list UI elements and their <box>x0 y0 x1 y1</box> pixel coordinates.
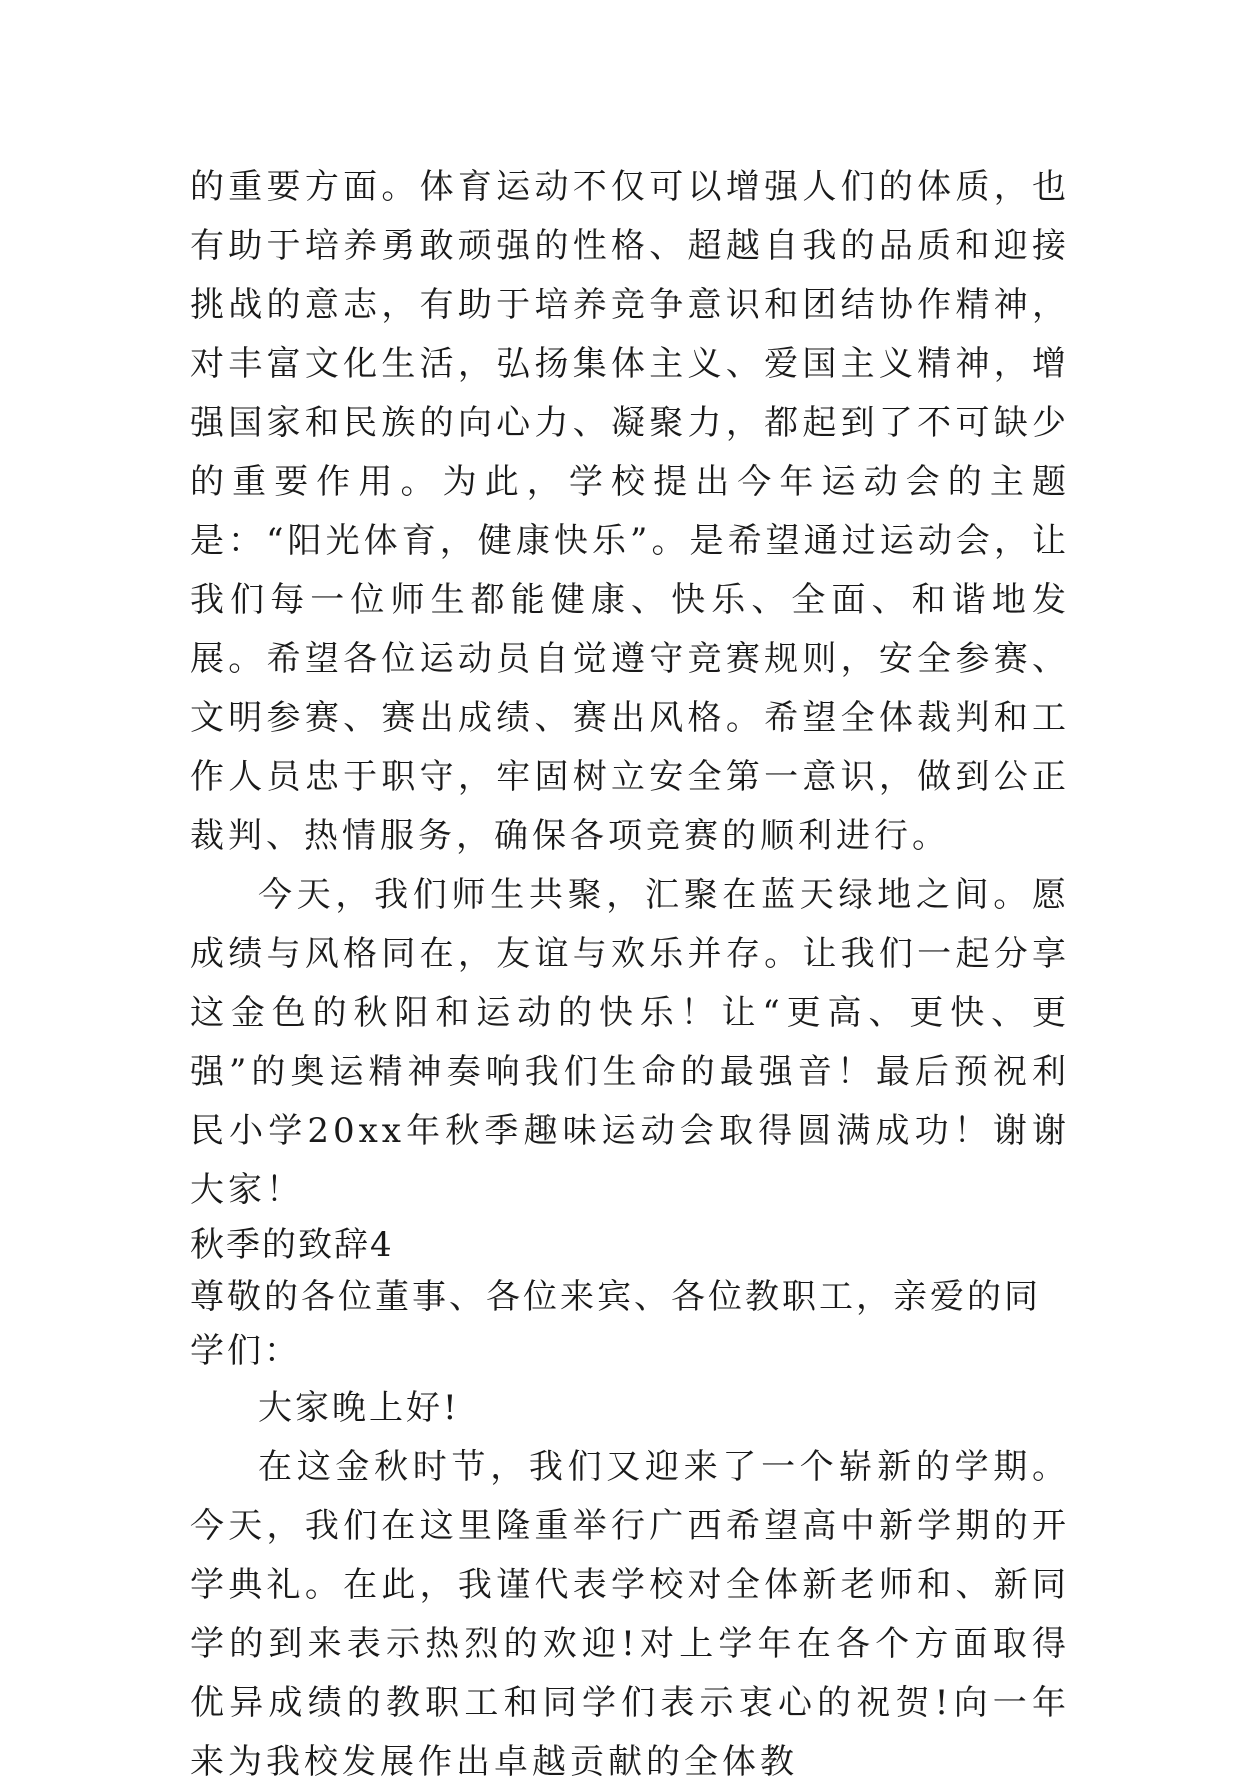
document-body <box>190 158 1070 1792</box>
paragraph-sports-meaning: 的重要方面。体育运动不仅可以增强人们的体质，也有助于培养勇敢顽强的性格、超越自我的品质和迎接挑战的意志，有助于培养竞争意识和团结协作精神，对丰富文化生活，弘扬集体主义、爱国主义精神，增强国家和民族的向心力、凝聚力，都起到了不可缺少的重要作用。为此，学校提出今年运动会的主题是：“阳光体育，健康快乐”。是希望通过运动会，让我们每一位师生都能健康、快乐、全面、和谐地发展。希望各位运动员自觉遵守竞赛规则，安全参赛、文明参赛、赛出成绩、赛出风格。希望全体裁判和工作人员忠于职守，牢固树立安全第一意识，做到公正裁判、热情服务，确保各项竞赛的顺利进行。 <box>190 167 1070 856</box>
section-title: 秋季的致辞4 <box>190 1225 394 1265</box>
salutation: 尊敬的各位董事、各位来宾、各位教职工，亲爱的同学们： <box>190 1277 1041 1371</box>
greeting: 大家晚上好! <box>258 1388 460 1428</box>
paragraph-closing-wishes: 今天，我们师生共聚，汇聚在蓝天绿地之间。愿成绩与风格同在，友谊与欢乐并存。让我们一起分享这金色的秋阳和运动的快乐！让“更高、更快、更强”的奥运精神奏响我们生命的最强音！最后预祝利民小学20xx年秋季趣味运动会取得圆满成功！谢谢大家！ <box>190 875 1070 1210</box>
paragraph-opening-ceremony: 在这金秋时节，我们又迎来了一个崭新的学期。今天，我们在这里隆重举行广西希望高中新学期的开学典礼。在此，我谨代表学校对全体新老师和、新同学的到来表示热烈的欢迎!对上学年在各个方面取得优异成绩的教职工和同学们表示衷心的祝贺!向一年来为我校发展作出卓越贡献的全体教 <box>190 1447 1070 1782</box>
